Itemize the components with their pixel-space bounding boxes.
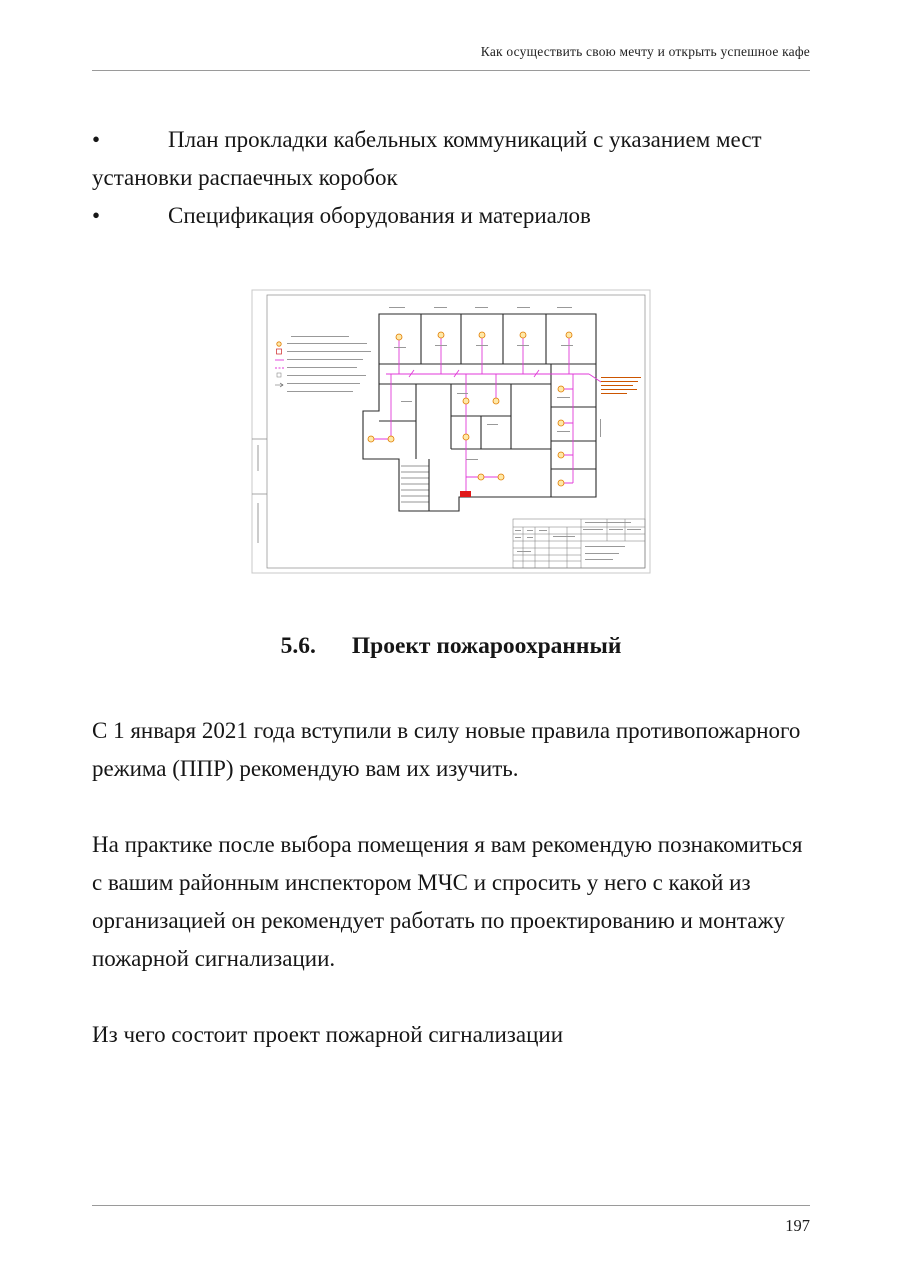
- bullet-text: Спецификация оборудования и материалов: [168, 203, 591, 228]
- footer-divider: [92, 1205, 810, 1206]
- figure-fire-alarm-floor-plan: [251, 289, 651, 574]
- list-item: [92, 197, 810, 235]
- running-title: Как осуществить свою мечту и открыть успешное кафе: [480, 44, 810, 59]
- page-content: [0, 121, 901, 1054]
- control-panel: [460, 491, 471, 497]
- header-divider: [92, 70, 810, 71]
- bullet-text: План прокладки кабельных коммуникаций с указанием мест установки распаечных коробок: [92, 127, 762, 190]
- bullet-marker: •: [92, 203, 101, 228]
- section-number: 5.6.: [280, 633, 316, 659]
- page-footer: [92, 1205, 810, 1236]
- section-title: Проект пожароохранный: [351, 633, 622, 659]
- paragraph: На практике после выбора помещения я вам рекомендую познакомиться с вашим районным инспектором МЧС и спросить у него с какой из организацией он рекомендует работать по проектированию и монтажу пожарной сигнализации.: [92, 832, 803, 971]
- section-heading: [92, 630, 810, 662]
- bullet-marker: •: [92, 127, 101, 152]
- floor-plan-drawing: [251, 289, 651, 574]
- paragraph: С 1 января 2021 года вступили в силу новые правила противопожарного режима (ППР) рекомендую вам их изучить.: [92, 718, 801, 781]
- page-header: [0, 0, 901, 71]
- bullet-list: [92, 121, 810, 235]
- paragraph: Из чего состоит проект пожарной сигнализации: [92, 1022, 564, 1047]
- list-item: [92, 121, 810, 197]
- page-number: 197: [785, 1216, 810, 1235]
